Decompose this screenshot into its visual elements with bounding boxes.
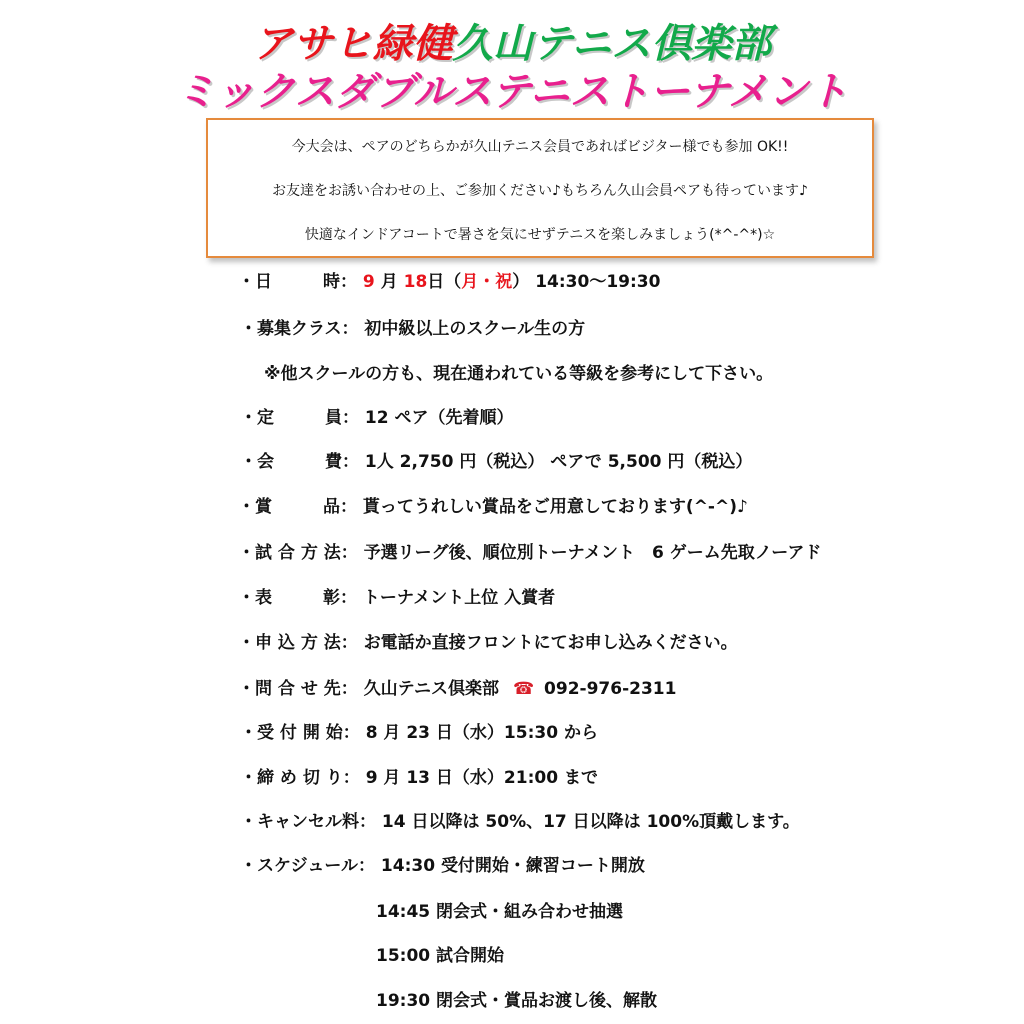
- detail-deadline: [240, 763, 598, 788]
- detail-format: [238, 538, 821, 563]
- detail-value: 9 月 13 日（水）21:00 まで: [365, 768, 598, 788]
- date-day-suffix: 日: [427, 272, 445, 292]
- detail-value: トーナメント上位 入賞者: [362, 588, 556, 608]
- detail-value: 1人 2,750 円（税込） ペアで 5,500 円（税込）: [364, 452, 753, 472]
- detail-schedule: [240, 851, 645, 876]
- detail-label: ・締 め 切 り：: [240, 768, 360, 788]
- date-month: 9: [362, 272, 375, 292]
- date-month-suffix: 月: [380, 272, 398, 292]
- detail-label: ・表 彰：: [238, 588, 357, 608]
- contact-phone[interactable]: 092-976-2311: [544, 679, 677, 699]
- detail-value: 貰ってうれしい賞品をご用意しております(^-^)♪: [362, 497, 748, 517]
- schedule-item: 15:00 試合開始: [376, 946, 505, 966]
- title-club-sponsor: アサヒ緑健: [252, 21, 453, 67]
- date-time: 14:30〜19:30: [535, 272, 661, 292]
- detail-label: ・受 付 開 始：: [240, 723, 360, 743]
- detail-date: [238, 267, 660, 292]
- detail-value: 久山テニス倶楽部: [363, 679, 500, 699]
- detail-class-note: ※他スクールの方も、現在通われている等級を参考にして下さい。: [264, 364, 774, 384]
- detail-label: ・日 時：: [238, 272, 357, 292]
- detail-cancel: [240, 807, 800, 832]
- notice-line-2: お友達をお誘い合わせの上、ご参加ください♪もちろん久山会員ペアも待っています♪: [272, 183, 808, 199]
- notice-line-1: 今大会は、ペアのどちらかが久山テニス会員であればビジター様でも参加 OK!!: [291, 139, 789, 155]
- detail-label: ・問 合 せ 先：: [238, 679, 358, 699]
- detail-prize: [238, 492, 748, 517]
- detail-fee: [240, 447, 752, 472]
- schedule-item: 14:45 閉会式・組み合わせ抽選: [376, 902, 624, 922]
- detail-label: ・賞 品：: [238, 497, 357, 517]
- notice-box: [206, 118, 874, 258]
- detail-reception: [240, 718, 598, 743]
- notice-line-3: 快適なインドアコートで暑さを気にせずテニスを楽しみましょう(*^-^*)☆: [304, 227, 776, 243]
- detail-contact: [238, 674, 676, 699]
- date-paren-open: （: [444, 272, 462, 292]
- schedule-item: 19:30 閉会式・賞品お渡し後、解散: [376, 991, 658, 1011]
- telephone-icon: ☎: [512, 679, 535, 699]
- detail-value: お電話か直接フロントにてお申し込みください。: [363, 633, 738, 653]
- detail-label: ・定 員：: [240, 408, 359, 428]
- detail-value: 初中級以上のスクール生の方: [364, 319, 586, 339]
- detail-value: 予選リーグ後、順位別トーナメント 6 ゲーム先取ノーアド: [363, 543, 822, 563]
- detail-label: ・試 合 方 法：: [238, 543, 358, 563]
- title-club-name: 久山テニス倶楽部: [452, 21, 772, 67]
- detail-label: ・募集クラス：: [240, 319, 359, 339]
- detail-class: [240, 314, 585, 339]
- detail-label: ・スケジュール：: [240, 856, 375, 876]
- detail-label: ・申 込 方 法：: [238, 633, 358, 653]
- date-holiday: 月・祝: [461, 272, 513, 292]
- detail-label: ・キャンセル料：: [240, 812, 376, 832]
- detail-value: 8 月 23 日（水）15:30 から: [365, 723, 598, 743]
- schedule-item: 14:30 受付開始・練習コート開放: [380, 856, 645, 876]
- date-paren-close: ）: [512, 272, 530, 292]
- date-day: 18: [403, 272, 428, 292]
- page-title-line2: ミックスダブルステニストーナメント: [176, 69, 848, 115]
- detail-capacity: [240, 403, 514, 428]
- detail-award: [238, 583, 555, 608]
- detail-value: 12 ペア（先着順）: [364, 408, 514, 428]
- detail-apply: [238, 628, 738, 653]
- detail-value: 14 日以降は 50%、17 日以降は 100%頂戴します。: [381, 812, 800, 832]
- detail-label: ・会 費：: [240, 452, 359, 472]
